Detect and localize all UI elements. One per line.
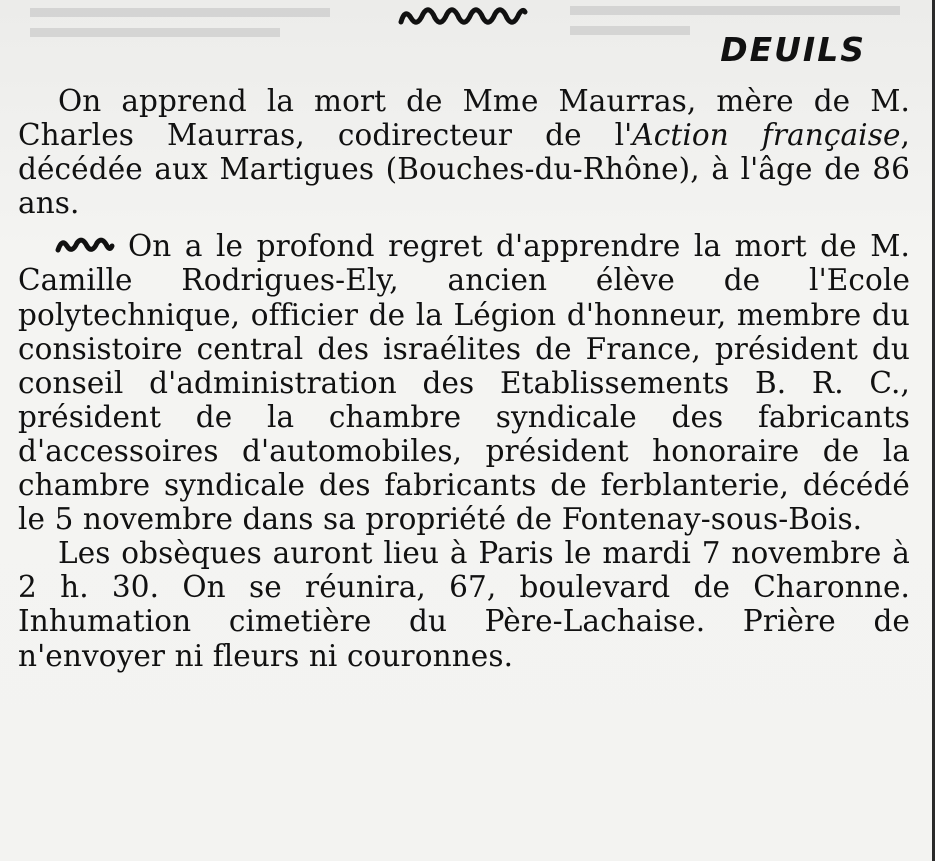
notice-funeral: Les obsèques auront lieu à Paris le mardi 7 novembre à 2 h. 30. On se réunira, 67, boulevard de Charonne. Inhumation cimetière du Père-Lachaise. Prière de n'envoyer ni fleurs ni couronnes.	[18, 536, 910, 673]
notice-maurras-text-after: , décédée aux Martigues (Bouches-du-Rhône), à l'âge de 86 ans.	[18, 118, 910, 221]
notice-rodrigues-ely-text: On a le profond regret d'apprendre la mort de M. Camille Rodrigues-Ely, ancien élève de l'Ecole polytechnique, officier de la Légion d'honneur, membre du consistoire central des israélites de France, président du conseil d'administration des Etablissements B. R. C., président de la chambre syndicale des fabricants d'accessoires d'automobiles, président honoraire de la chambre syndicale des fabricants de ferblanterie, décédé le 5 novembre dans sa propriété de Fontenay-sous-Bois.	[18, 229, 910, 537]
newspaper-title: Action française	[632, 118, 901, 153]
wavy-bullet-icon	[54, 234, 116, 258]
wavy-rule-icon	[395, 2, 530, 32]
notice-maurras-text-before: On apprend la mort de Mme Maurras, mère de M. Charles Maurras, codirecteur de l'	[18, 84, 910, 153]
obituary-column	[18, 84, 910, 673]
notice-rodrigues-ely	[18, 229, 910, 536]
notice-maurras	[18, 84, 910, 220]
section-title: DEUILS	[720, 30, 866, 69]
